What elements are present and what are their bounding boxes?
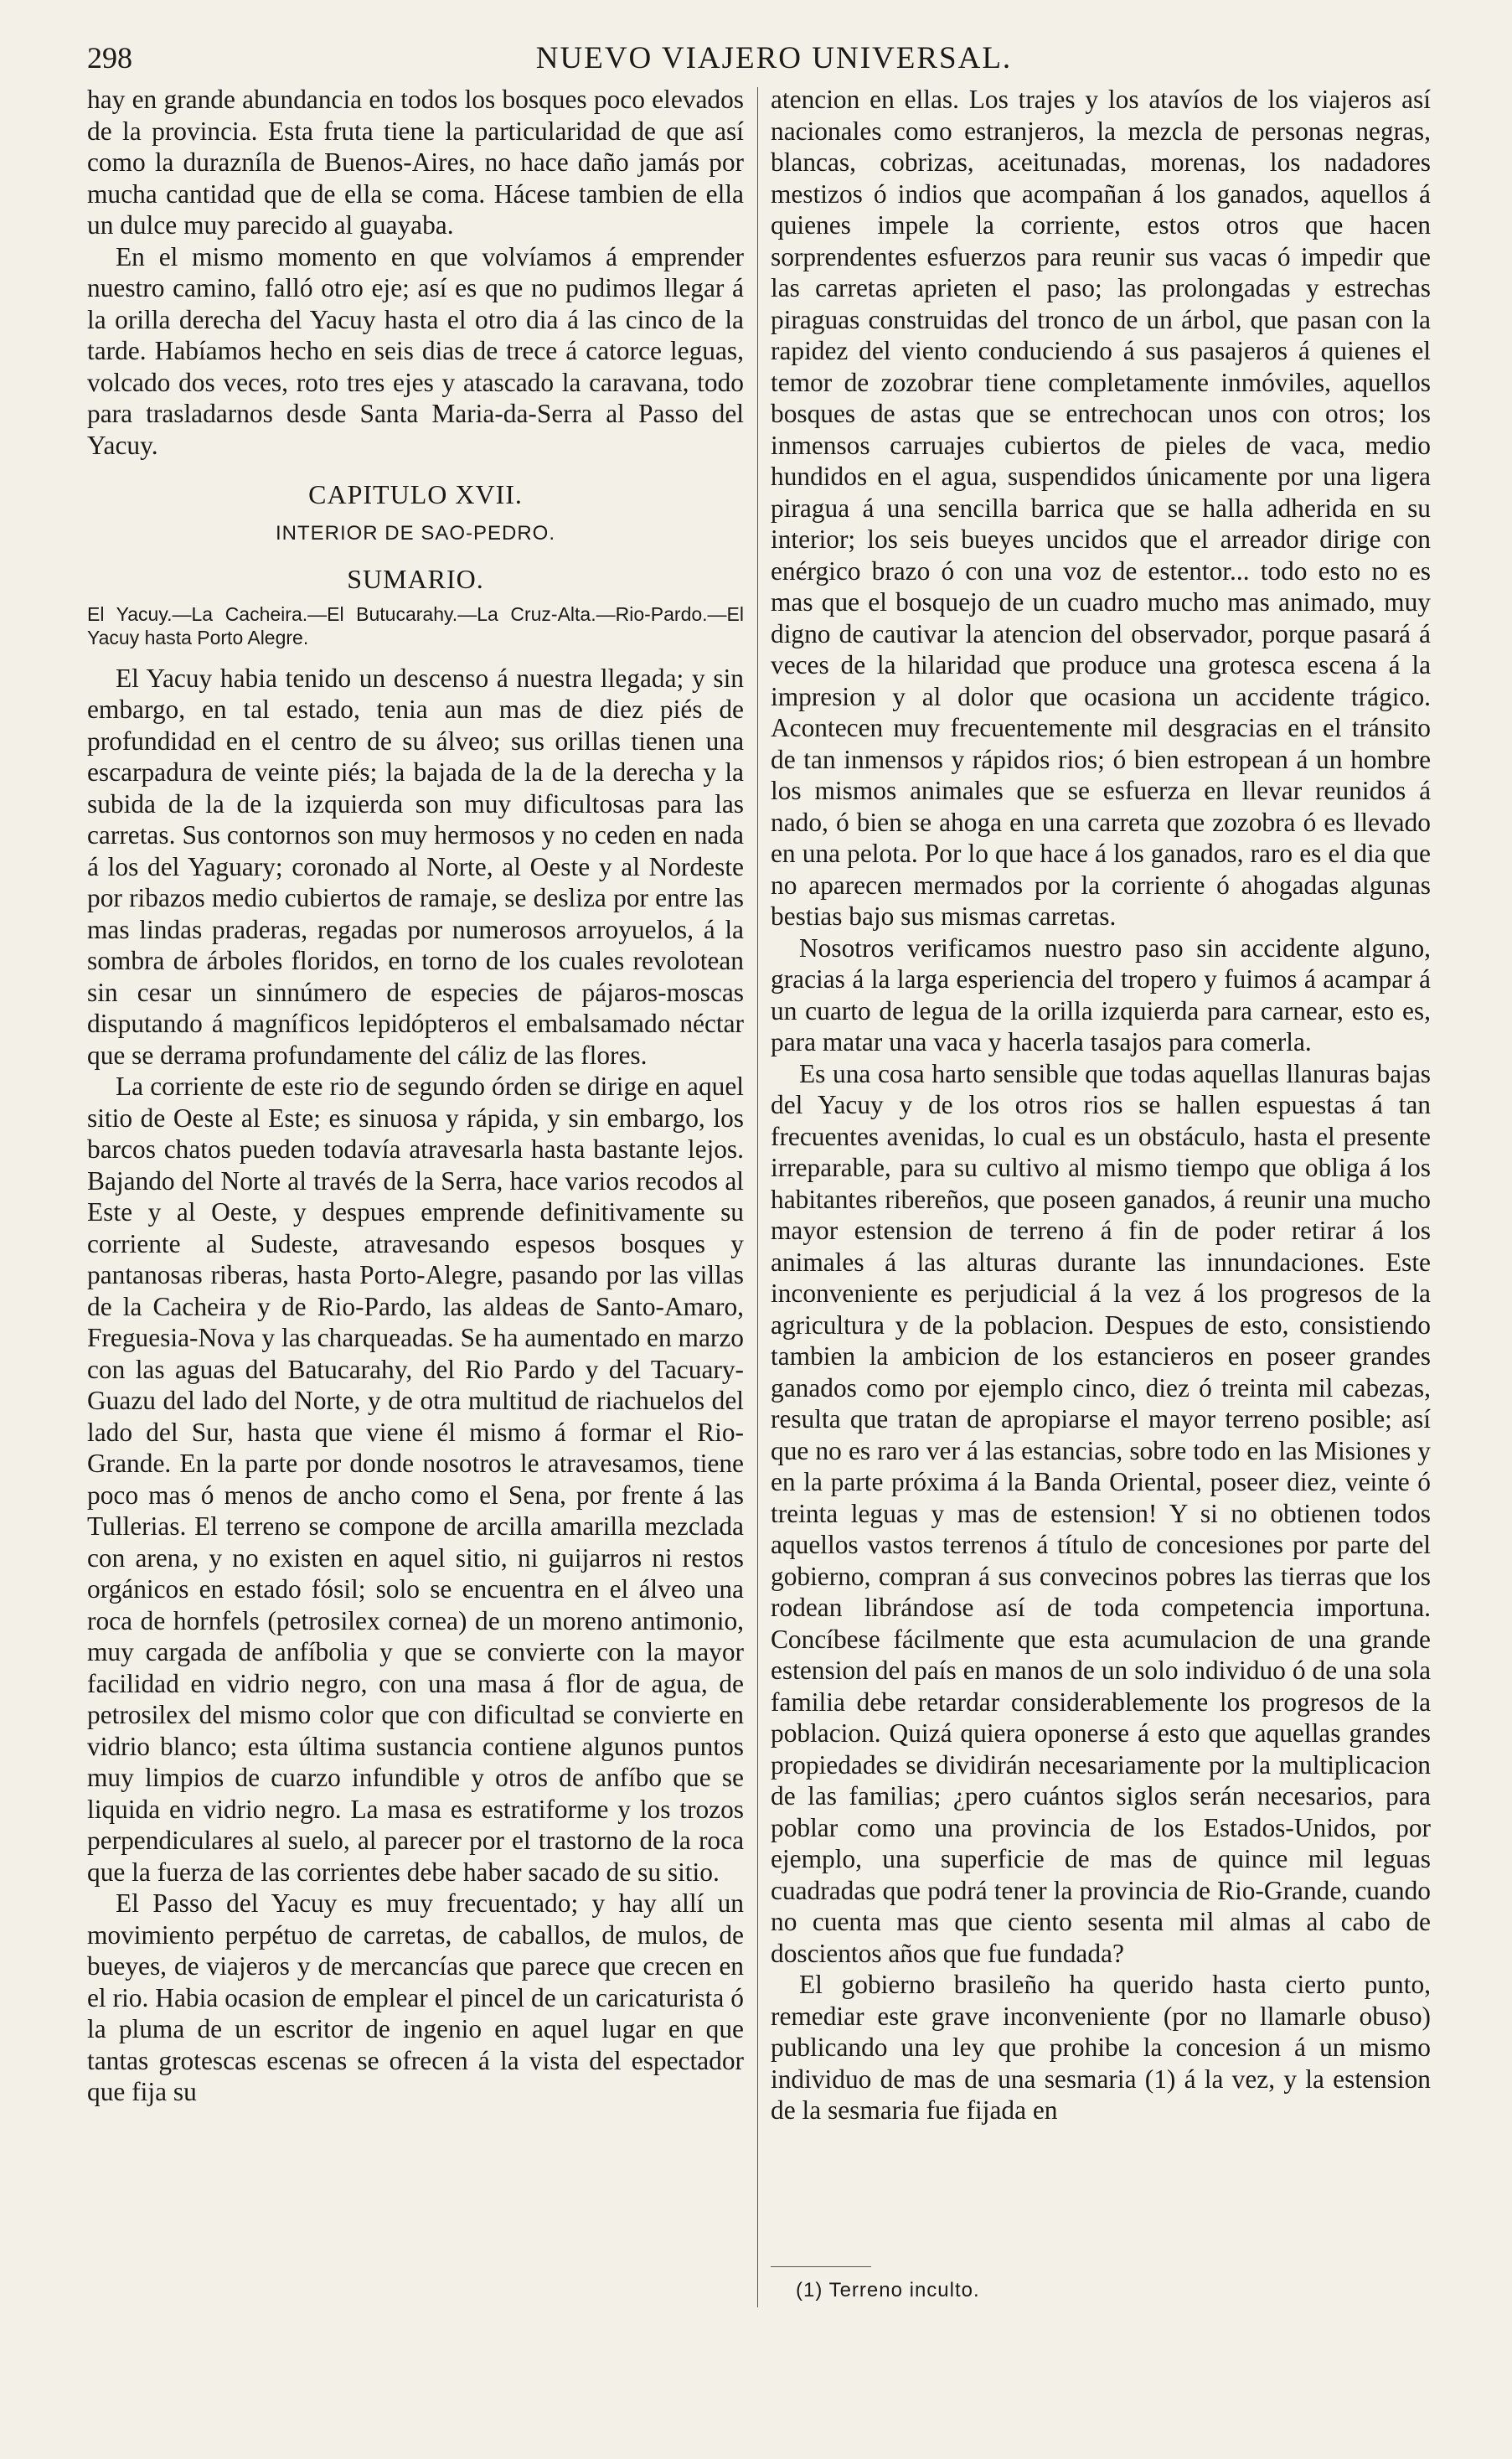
running-title: NUEVO VIAJERO UNIVERSAL. xyxy=(535,41,1013,75)
left-paragraph-5: El Passo del Yacuy es muy frecuentado; y hay allí un movimiento perpétuo de carretas, de caballos, de mulos, de bueyes, de viajeros y de mercancías que parece que crecen en el rio. Habia ocasion de emplear el pincel de un caricaturista ó la pluma de un escritor de ingenio en aquel lugar en que tantas grotescas escenas se ofrecen á la vista del espectador que fija su xyxy=(87,1888,744,2106)
footnote-divider xyxy=(771,2266,871,2267)
summary-text: El Yacuy.—La Cacheira.—El Butucarahy.—La Cruz-Alta.—Rio-Pardo.—El Yacuy hasta Porto Alegre. xyxy=(87,602,744,648)
right-paragraph-4: El gobierno brasileño ha querido hasta cierto punto, remediar este grave inconveniente (por no llamarle obuso) publicando una ley que prohibe la concesion á un mismo individuo de mas de una sesmaria (1) á la vez, y la estension de la sesmaria fue fijada en xyxy=(771,1970,1431,2125)
left-column xyxy=(87,84,744,2108)
right-paragraph-3: Es una cosa harto sensible que todas aquellas llanuras bajas del Yacuy y de los otros rios se hallen espuestas á tan frecuentes avenidas, lo cual es un obstáculo, hasta el presente irreparable, para su cultivo al mismo tiempo que obliga á los habitantes ribereños, que poseen ganados, á reunir una mucho mayor estension de terreno á fin de poder retirar á los animales á las alturas durante las innundaciones. Este inconveniente es perjudicial á la vez á los progresos de la agricultura y de la poblacion. Despues de esto, consistiendo tambien la ambicion de los estancieros en poseer grandes ganados como por ejemplo cinco, diez ó treinta mil cabezas, resulta que tratan de apropiarse el mayor terreno posible; así que no es raro ver á las estancias, sobre todo en las Misiones y en la parte próxima á la Banda Oriental, poseer diez, veinte ó treinta leguas y mas de estension! Y si no obtienen todos aquellos vastos terrenos á título de concesiones por parte del gobierno, compran á sus convecinos pobres las tierras que los rodean librándose así de toda competencia importuna. Concíbese fácilmente que esta acumulacion de una grande estension del país en manos de un solo individuo ó de una sola familia debe retardar considerablemente los progresos de la poblacion. Quizá quiera oponerse á esto que aquellas grandes propiedades se dividirán necesariamente por la multiplicacion de las familias; ¿pero cuántos siglos serán necesarios, para poblar como una provincia de los Estados-Unidos, por ejemplo, una superficie de mas de quince mil leguas cuadradas que podrá tener la provincia de Rio-Grande, cuando no cuenta mas que ciento sesenta mil almas al cabo de doscientos años que fue fundada? xyxy=(771,1058,1431,1968)
left-paragraph-4: La corriente de este rio de segundo órden se dirige en aquel sitio de Oeste al Este; es sinuosa y rápida, y sin embargo, los barcos chatos pueden todavía atravesarla hasta bastante lejos. Bajando del Norte al través de la Serra, hace varios recodos al Este y al Oeste, y despues emprende definitivamente su corriente al Sudeste, atravesando espesos bosques y pantanosas riberas, hasta Porto-Alegre, pasando por las villas de la Cacheira y de Rio-Pardo, las aldeas de Santo-Amaro, Freguesia-Nova y las charqueadas. Se ha aumentado en marzo con las aguas del Batucarahy, del Rio Pardo y del Tacuary-Guazu del lado del Norte, y de otra multitud de riachuelos del lado del Sur, hasta que viene él mismo á formar el Rio-Grande. En la parte por donde nosotros le atravesamos, tiene poco mas ó menos de ancho como el Sena, por frente á las Tullerias. El terreno se compone de arcilla amarilla mezclada con arena, y no existen en aquel sitio, ni guijarros ni restos orgánicos en estado fósil; solo se encuentra en el álveo una roca de hornfels (petrosilex cornea) de un moreno antimonio, muy cargada de anfíbolia y que se convierte con la mayor facilidad en vidrio negro, con una masa á flor de agua, de petrosilex del mismo color que con dificultad se convierte en vidrio blanco; esta última sustancia contiene algunos puntos muy limpios de cuarzo infundible y otros de anfíbo que se liquida en vidrio negro. La masa es estratiforme y los trozos perpendiculares al suelo, al parecer por el trastorno de la roca que la fuerza de las corrientes debe haber sacado de su sitio. xyxy=(87,1072,744,1887)
left-paragraph-3: El Yacuy habia tenido un descenso á nuestra llegada; y sin embargo, en tal estado, tenia aun mas de diez piés de profundidad en el centro de su álveo; sus orillas tienen una escarpadura de veinte piés; la bajada de la de la derecha y la subida de la de la izquierda son muy dificultosas para las carretas. Sus contornos son muy hermosos y no ceden en nada á los del Yaguary; coronado al Norte, al Oeste y al Nordeste por ribazos medio cubiertos de ramaje, se desliza por entre las mas lindas praderas, regadas por numerosos arroyuelos, á la sombra de árboles floridos, en torno de los cuales revolotean sin cesar un sinnúmero de especies de pájaros-moscas disputando á magníficos lepidópteros el embalsamado néctar que se derrama profundamente del cáliz de las flores. xyxy=(87,663,744,1070)
right-paragraph-2: Nosotros verificamos nuestro paso sin accidente alguno, gracias á la larga esperiencia del tropero y fuimos á acampar á un cuarto de legua de la orilla izquierda para carnear, esto es, para matar una vaca y hacerla tasajos para comerla. xyxy=(771,932,1431,1056)
right-paragraph-1: atencion en ellas. Los trajes y los atavíos de los viajeros así nacionales como estranjeros, la mezcla de personas negras, blancas, cobrizas, aceitunadas, morenas, los nadadores mestizos ó indios que acompañan á los ganados, aquellos á quienes impele la corriente, estos otros que hacen sorprendentes esfuerzos para reunir sus vacas ó impedir que las carretas aprieten el paso; las prolongadas y estrechas piraguas construidas del tronco de un árbol, que pasan con la rapidez del viento conduciendo á sus pasajeros á quienes el temor de zozobrar tiene completamente inmóviles, aquellos bosques de astas que se entrechocan unos con otros; los inmensos carruajes cubiertos de pieles de vaca, medio hundidos en el agua, suspendidos únicamente por una ligera piragua á una sencilla barrica que se halla adherida en su interior; los seis bueyes uncidos que el arreador dirige con enérgico brazo ó con una voz de estentor... todo esto no es mas que el bosquejo de un cuadro mucho mas animado, muy digno de cautivar la atencion del observador, porque pasará á veces de la hilaridad que produce una grotesca escena á la impresion y al dolor que ocasiona un accidente trágico. Acontecen muy frecuentemente mil desgracias en el tránsito de tan inmensos y rápidos rios; ó bien estropean á un hombre los mismos animales que se esfuerza en llevar reunidos á nado, ó bien se ahoga en una carreta que zozobra ó es llevado en una pelota. Por lo que hace á los ganados, raro es el dia que no aparecen mermados por la corriente ó ahogadas algunas bestias bajo sus mismas carretas. xyxy=(771,85,1431,931)
column-divider xyxy=(757,87,758,2307)
page-header xyxy=(87,40,1461,80)
summary-title: SUMARIO. xyxy=(347,564,484,594)
footnote: (1) Terreno inculto. xyxy=(796,2279,980,2301)
page-number: 298 xyxy=(87,41,132,75)
chapter-subtitle: INTERIOR DE SAO-PEDRO. xyxy=(275,521,556,545)
left-paragraph-1: hay en grande abundancia en todos los bosques poco elevados de la provincia. Esta fruta tiene la particularidad de que así como la durazníla de Buenos-Aires, no hace daño jamás por mucha cantidad que de ella se coma. Hácese tambien de ella un dulce muy parecido al guayaba. xyxy=(87,85,744,240)
right-column xyxy=(771,84,1431,2126)
chapter-title: CAPITULO XVII. xyxy=(308,479,523,509)
left-paragraph-2: En el mismo momento en que volvíamos á emprender nuestro camino, falló otro eje; así es que no pudimos llegar á la orilla derecha del Yacuy hasta el otro dia á las cinco de la tarde. Habíamos hecho en seis dias de trece á catorce leguas, volcado dos veces, roto tres ejes y atascado la caravana, todo para trasladarnos desde Santa Maria-da-Serra al Passo del Yacuy. xyxy=(87,241,744,460)
